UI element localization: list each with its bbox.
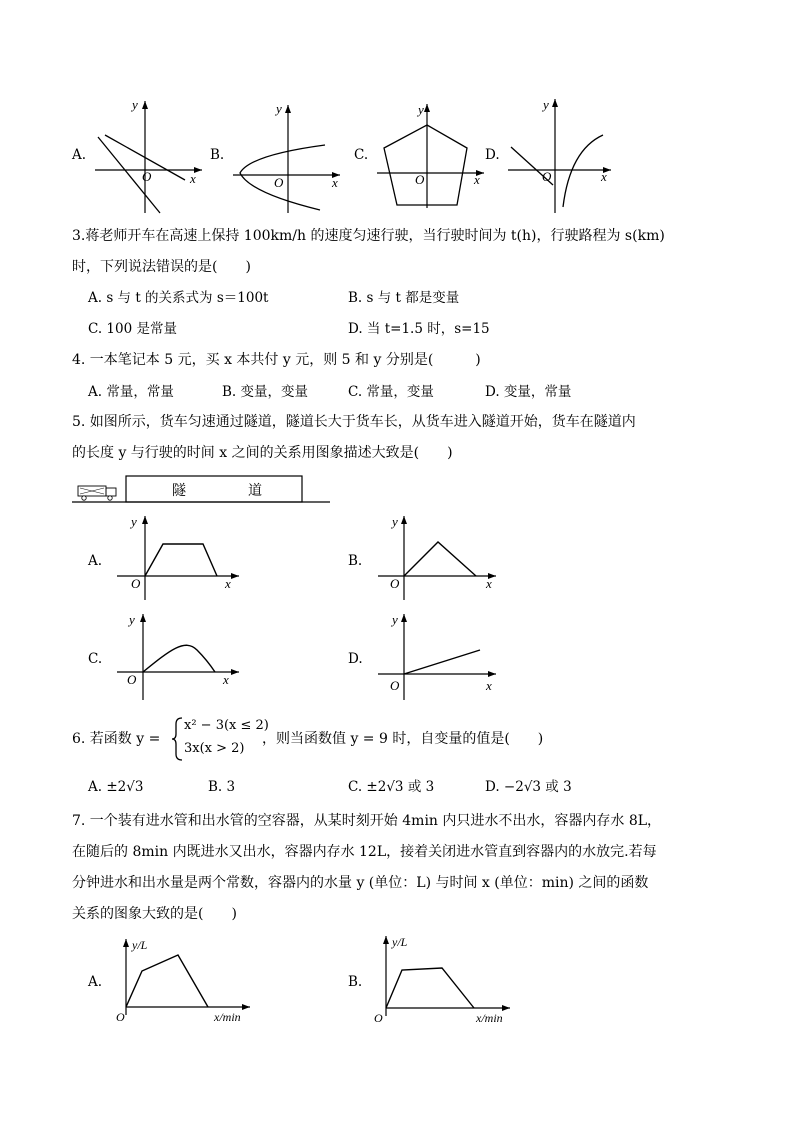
q4-option-a: A. 常量，常量 [88,384,174,400]
svg-text:x: x [486,678,492,693]
q4-option-b: B. 变量，变量 [222,384,309,400]
q2-graph-d [505,95,615,215]
x-axis-label: x [190,171,196,186]
svg-text:O: O [116,1010,125,1024]
svg-text:x: x [474,172,480,187]
q7-line1: 7. 一个装有进水管和出水管的空容器，从某时刻开始 4min 内只进水不出水，容器内存水 8L， [72,813,662,829]
q5-line1: 5. 如图所示，货车匀速通过隧道，隧道长大于货车长，从货车进入隧道开始，货车在隧道内 [72,414,636,430]
svg-text:O: O [415,172,425,187]
svg-text:y: y [392,514,398,529]
q6-case2: 3x(x > 2) [184,741,245,756]
svg-text:x/min: x/min [214,1010,241,1024]
svg-text:O: O [274,175,284,190]
q6-prefix: 6. 若函数 y = [72,731,161,747]
tunnel-label-left: 隧 [172,484,186,499]
svg-text:x: x [225,576,231,591]
svg-text:O: O [542,169,552,184]
q6-option-c: C. ±2√3 或 3 [348,779,435,795]
origin-label: O [142,169,152,184]
svg-text:y: y [129,612,135,627]
svg-text:x: x [601,169,607,184]
q3-option-d: D. 当 t=1.5 时，s=15 [348,321,490,337]
svg-text:y: y [418,102,424,117]
q6-case1: x² − 3(x ≤ 2) [184,718,269,733]
q5-option-c-label: C. [88,651,103,667]
q2-graph-c [372,100,487,215]
svg-text:y/L: y/L [132,938,148,952]
q2-graph-a [90,95,205,215]
svg-text:O: O [374,1011,383,1025]
q7-line2: 在随后的 8min 内既进水又出水，容器内存水 12L，接着关闭进水管直到容器内的水放完.若每 [72,844,657,860]
q5-graph-c [115,610,245,702]
q6-brace [170,716,184,762]
q7-line4: 关系的图象大致的是( ) [72,906,237,922]
q3-option-c: C. 100 是常量 [88,321,177,337]
svg-text:y: y [131,514,137,529]
svg-text:O: O [390,576,400,591]
q5-option-d-label: D. [348,651,363,667]
q3-option-a: A. s 与 t 的关系式为 s＝100t [88,290,269,306]
q5-graph-a [115,512,245,602]
svg-text:x: x [486,576,492,591]
q6-option-a: A. ±2√3 [88,779,144,795]
q5-graph-b [376,512,501,602]
q2-option-c-label: C. [354,147,369,163]
q7-line3: 分钟进水和出水量是两个常数，容器内的水量 y (单位：L) 与时间 x (单位：min) 之间的函数 [72,875,649,891]
q6-option-d: D. −2√3 或 3 [485,779,572,795]
q7-graph-a [112,935,257,1025]
svg-text:x/min: x/min [476,1011,503,1025]
q3-line1: 3.蒋老师开车在高速上保持 100km/h 的速度匀速行驶，当行驶时间为 t(h)，行驶路程为 s(km) [72,228,665,244]
q7-option-b-label: B. [348,974,363,990]
q2-option-d-label: D. [485,147,500,163]
q5-graph-d [376,610,501,702]
q2-option-b-label: B. [210,147,225,163]
q5-option-b-label: B. [348,553,363,569]
q3-line2: 时，下列说法错误的是( ) [72,259,251,275]
tunnel-label-right: 道 [248,484,262,499]
q7-graph-b [370,932,515,1025]
tunnel-diagram [72,472,332,508]
q6-option-b: B. 3 [208,779,236,795]
svg-text:y: y [276,101,282,116]
q6-suffix: ，则当函数值 y = 9 时，自变量的值是( ) [262,731,544,747]
svg-text:x: x [332,175,338,190]
q7-option-a-label: A. [88,974,103,990]
q2-option-a-label: A. [72,147,87,163]
q5-line2: 的长度 y 与行驶的时间 x 之间的关系用图象描述大致是( ) [72,445,453,461]
svg-text:O: O [131,576,141,591]
truck-icon [78,486,116,500]
q3-option-b: B. s 与 t 都是变量 [348,290,460,306]
q4-line1: 4. 一本笔记本 5 元，买 x 本共付 y 元，则 5 和 y 分别是( ) [72,352,481,368]
q4-option-d: D. 变量，常量 [485,384,572,400]
q2-graph-b [230,95,345,215]
q4-option-c: C. 常量，变量 [348,384,434,400]
svg-text:x: x [223,672,229,687]
svg-text:O: O [127,672,137,687]
svg-text:y: y [543,97,549,112]
svg-text:y/L: y/L [392,935,408,949]
svg-text:O: O [390,678,400,693]
q5-option-a-label: A. [88,553,103,569]
svg-text:y: y [392,612,398,627]
y-axis-label: y [132,97,138,112]
